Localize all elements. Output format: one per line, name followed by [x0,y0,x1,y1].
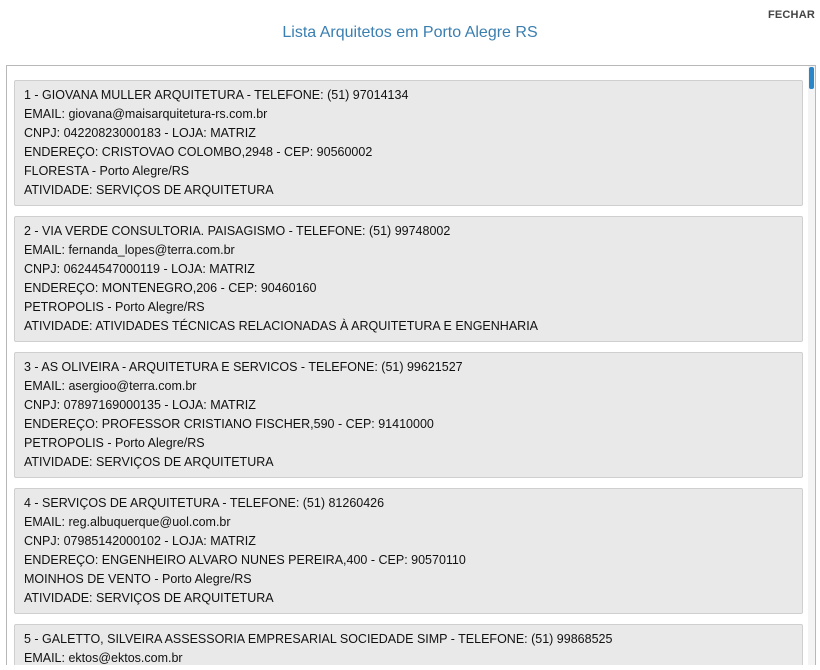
entry-address: ENDEREÇO: MONTENEGRO,206 - CEP: 90460160 [24,281,317,295]
entry-neighborhood: PETROPOLIS - Porto Alegre/RS [24,300,205,314]
entry-neighborhood: MOINHOS DE VENTO - Porto Alegre/RS [24,572,252,586]
list-item [14,80,803,206]
entry-heading: 2 - VIA VERDE CONSULTORIA. PAISAGISMO - TELEFONE: (51) 99748002 [24,224,451,238]
entry-neighborhood: PETROPOLIS - Porto Alegre/RS [24,436,205,450]
list-item [14,352,803,478]
entries-container [14,80,803,665]
entry-email: EMAIL: reg.albuquerque@uol.com.br [24,515,231,529]
list-item [14,488,803,614]
list-scrollbar[interactable] [808,66,815,665]
entry-cnpj: CNPJ: 04220823000183 - LOJA: MATRIZ [24,126,256,140]
entry-email: EMAIL: ektos@ektos.com.br [24,651,183,665]
entry-heading: 4 - SERVIÇOS DE ARQUITETURA - TELEFONE: (51) 81260426 [24,496,385,510]
scrollbar-thumb[interactable] [809,67,814,89]
entry-email: EMAIL: giovana@maisarquitetura-rs.com.br [24,107,268,121]
list-item [14,624,803,665]
entry-heading: 1 - GIOVANA MULLER ARQUITETURA - TELEFONE: (51) 97014134 [24,88,409,102]
entry-address: ENDEREÇO: CRISTOVAO COLOMBO,2948 - CEP: 90560002 [24,145,373,159]
entry-address: ENDEREÇO: PROFESSOR CRISTIANO FISCHER,590 - CEP: 91410000 [24,417,434,431]
entry-activity: ATIVIDADE: SERVIÇOS DE ARQUITETURA [24,591,274,605]
modal-title: Lista Arquitetos em Porto Alegre RS [282,24,538,41]
entry-email: EMAIL: asergioo@terra.com.br [24,379,197,393]
entry-cnpj: CNPJ: 07897169000135 - LOJA: MATRIZ [24,398,256,412]
list-item [14,216,803,342]
entry-activity: ATIVIDADE: SERVIÇOS DE ARQUITETURA [24,183,274,197]
entry-heading: 3 - AS OLIVEIRA - ARQUITETURA E SERVICOS - TELEFONE: (51) 99621527 [24,360,463,374]
entry-address: ENDEREÇO: ENGENHEIRO ALVARO NUNES PEREIRA,400 - CEP: 90570110 [24,553,466,567]
entry-neighborhood: FLORESTA - Porto Alegre/RS [24,164,190,178]
entry-cnpj: CNPJ: 06244547000119 - LOJA: MATRIZ [24,262,255,276]
entry-heading: 5 - GALETTO, SILVEIRA ASSESSORIA EMPRESARIAL SOCIEDADE SIMP - TELEFONE: (51) 99868525 [24,632,613,646]
entry-activity: ATIVIDADE: SERVIÇOS DE ARQUITETURA [24,455,274,469]
results-list[interactable] [6,65,816,665]
entry-email: EMAIL: fernanda_lopes@terra.com.br [24,243,235,257]
close-button[interactable]: FECHAR [767,9,815,21]
entry-activity: ATIVIDADE: ATIVIDADES TÉCNICAS RELACIONADAS À ARQUITETURA E ENGENHARIA [24,319,539,333]
entry-cnpj: CNPJ: 07985142000102 - LOJA: MATRIZ [24,534,256,548]
